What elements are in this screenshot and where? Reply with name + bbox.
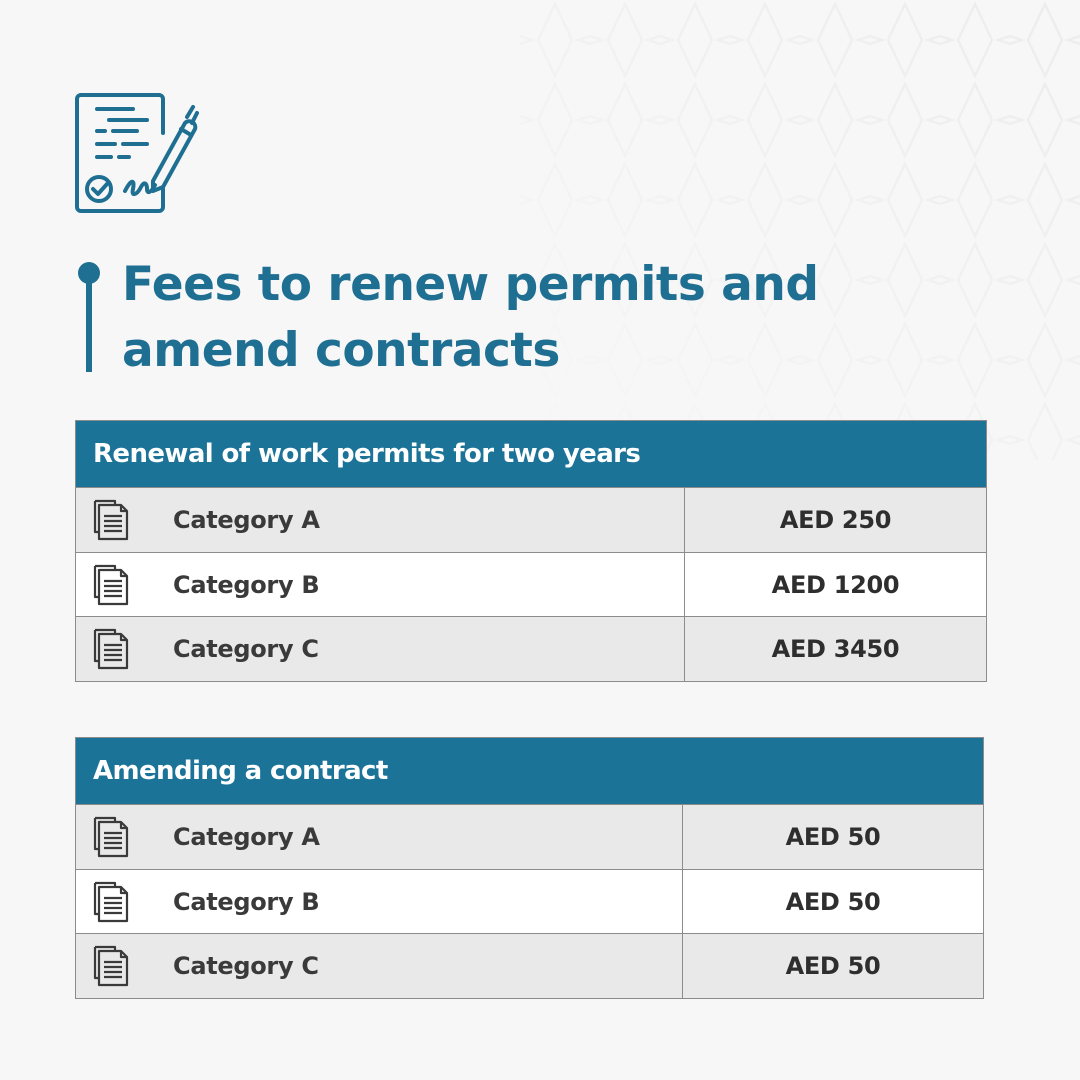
table-row xyxy=(76,487,986,552)
fee-value: AED 50 xyxy=(785,822,881,851)
table-heading: Amending a contract xyxy=(76,738,983,804)
page-title: Fees to renew permits and amend contracts xyxy=(122,257,819,378)
category-cell xyxy=(76,870,683,934)
category-label: Category A xyxy=(173,822,320,851)
category-cell xyxy=(76,488,685,552)
document-icon xyxy=(91,880,131,924)
table-row xyxy=(76,616,986,681)
table-row xyxy=(76,552,986,617)
table-heading: Renewal of work permits for two years xyxy=(76,421,986,487)
category-cell xyxy=(76,617,685,681)
fee-value: AED 3450 xyxy=(771,635,900,664)
category-label: Category A xyxy=(173,505,320,534)
document-icon xyxy=(91,815,131,859)
category-label: Category C xyxy=(173,952,319,981)
background-diamond-pattern xyxy=(520,0,1080,460)
table-row xyxy=(76,804,983,869)
table-row xyxy=(76,933,983,998)
category-label: Category B xyxy=(173,887,320,916)
category-cell xyxy=(76,553,685,617)
table-row xyxy=(76,869,983,934)
renewal-fees-table xyxy=(75,420,987,682)
category-label: Category B xyxy=(173,570,320,599)
fee-value: AED 50 xyxy=(785,952,881,981)
category-cell xyxy=(76,805,683,869)
document-icon xyxy=(91,498,131,542)
document-icon xyxy=(91,563,131,607)
document-icon xyxy=(91,944,131,988)
category-cell xyxy=(76,934,683,998)
fee-value: AED 250 xyxy=(779,505,892,534)
document-icon xyxy=(91,627,131,671)
fee-value: AED 50 xyxy=(785,887,881,916)
title-pin-marker xyxy=(78,262,100,372)
amendment-fees-table xyxy=(75,737,984,999)
fee-value: AED 1200 xyxy=(771,570,900,599)
category-label: Category C xyxy=(173,635,319,664)
contract-signing-icon xyxy=(75,93,200,215)
